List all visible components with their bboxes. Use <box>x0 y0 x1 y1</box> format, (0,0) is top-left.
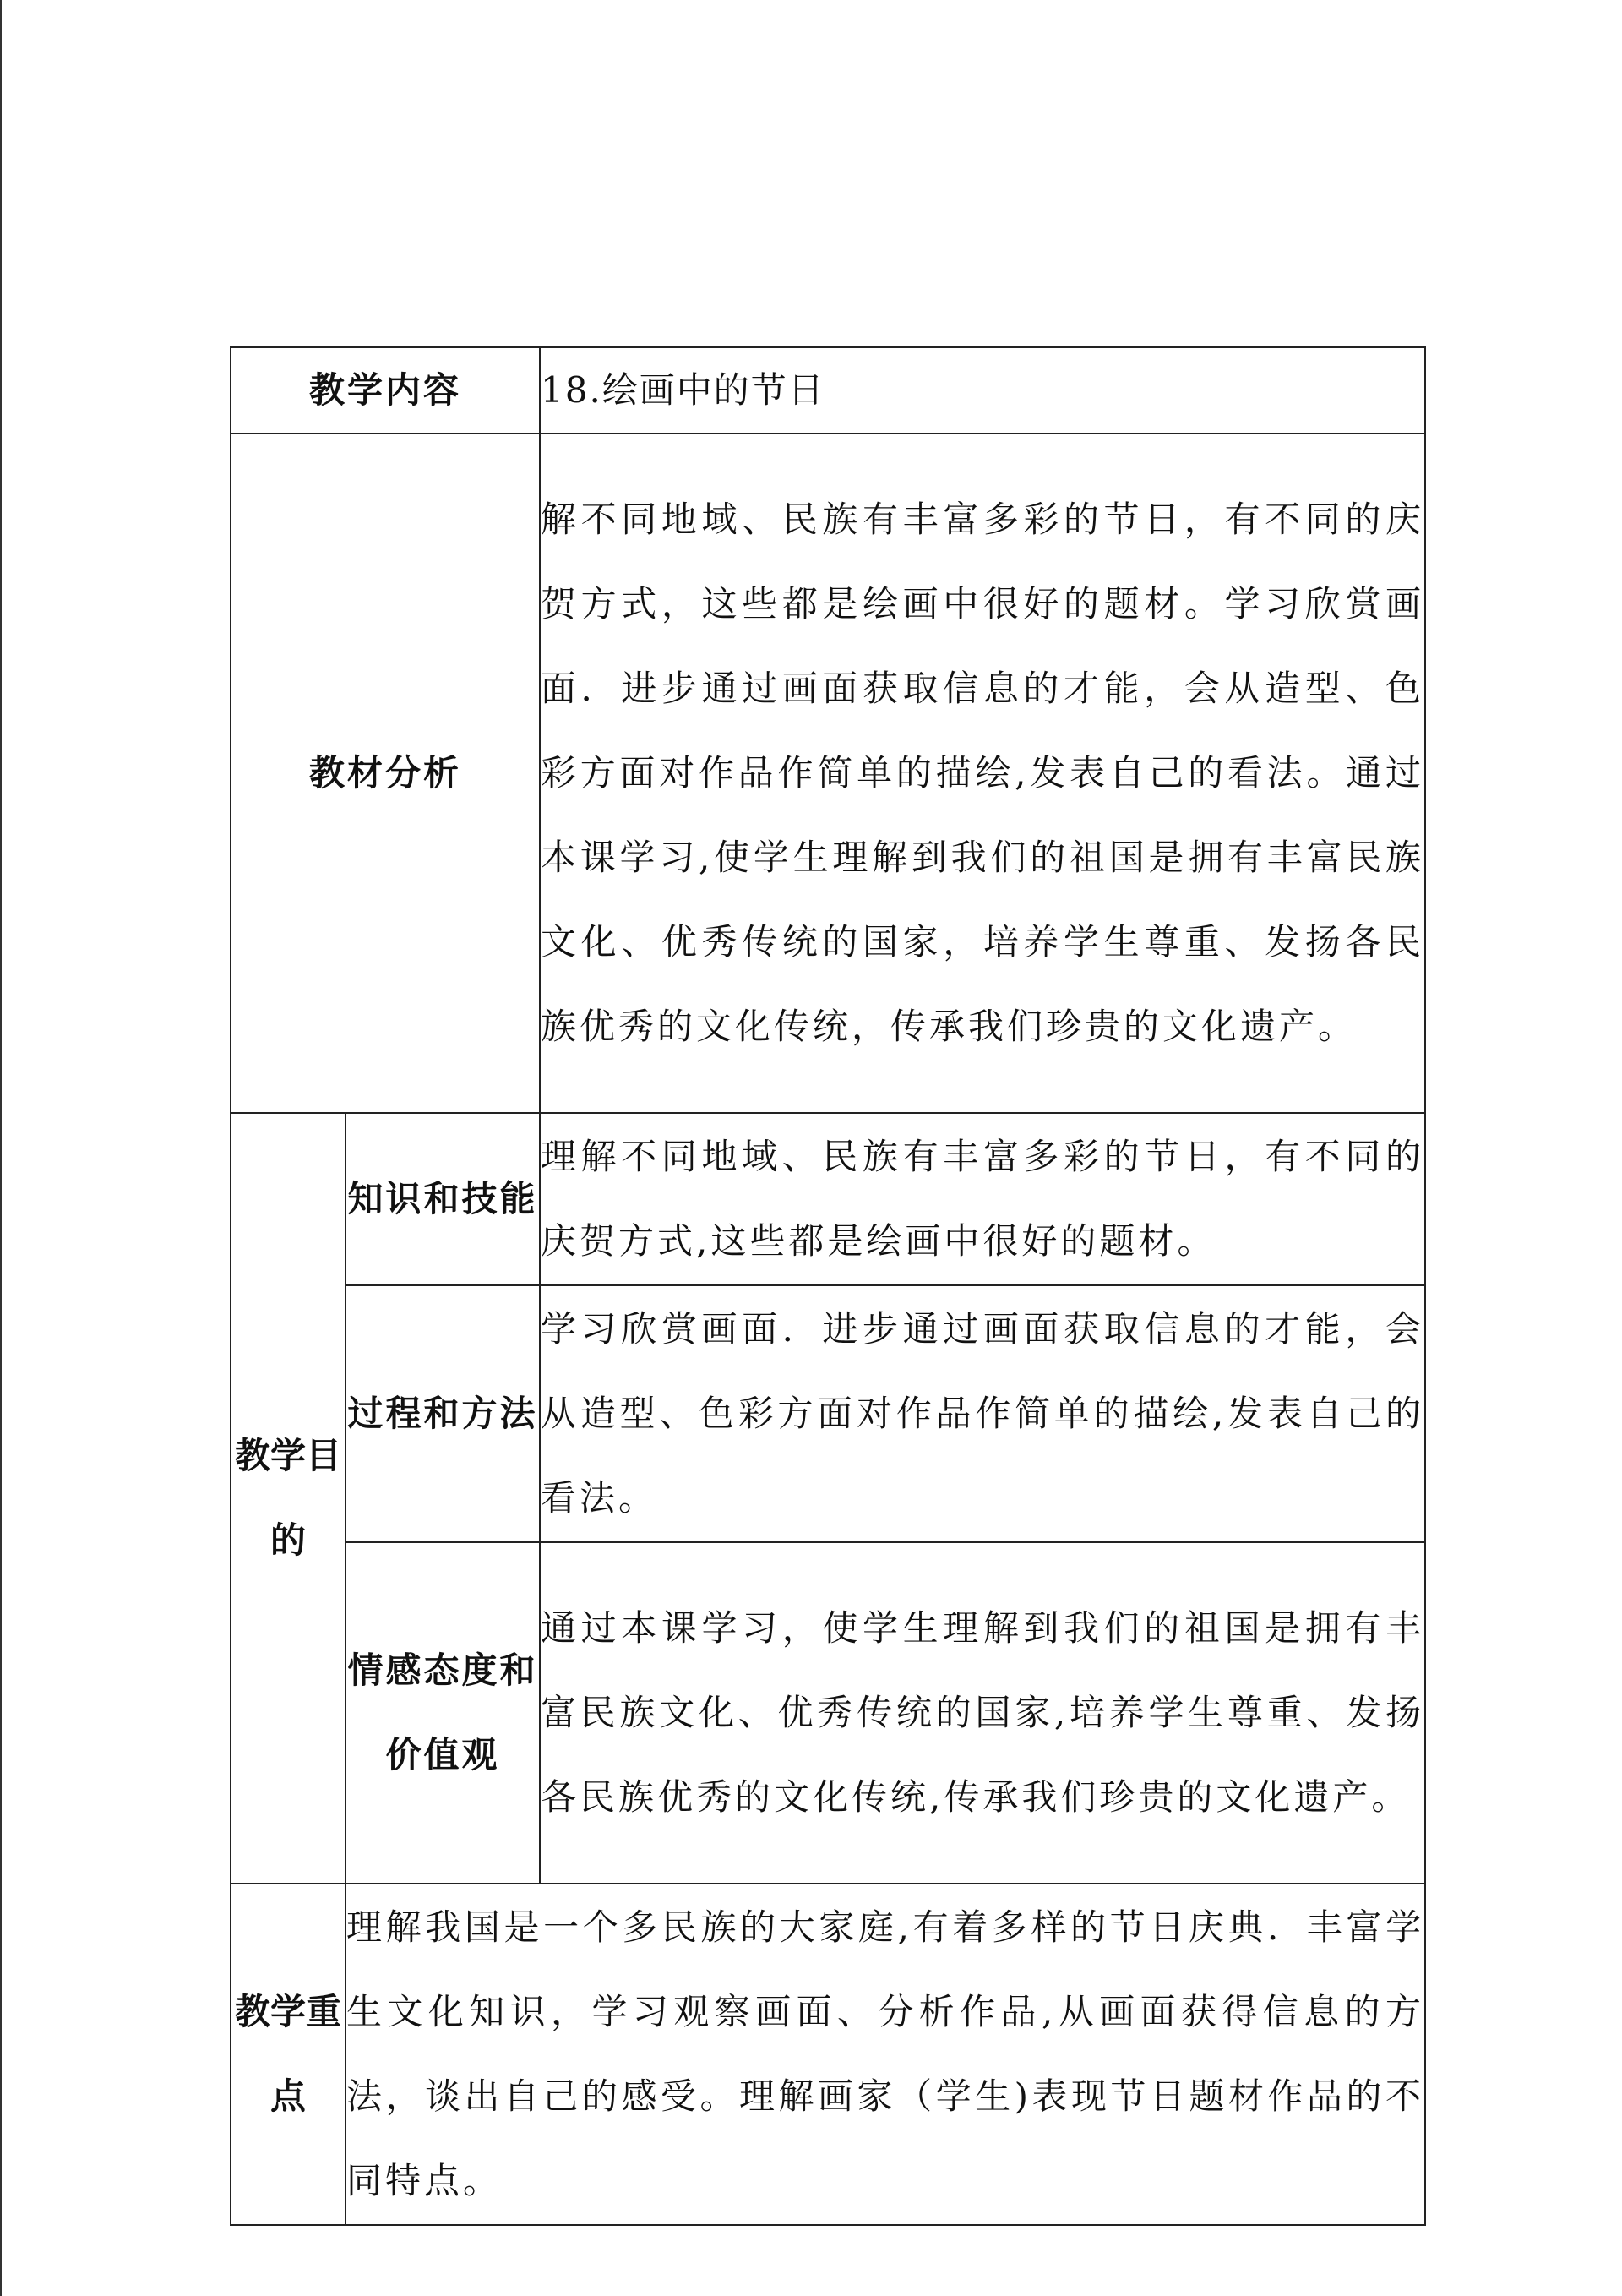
key-points-value: 理解我国是一个多民族的大家庭,有着多样的节日庆典．丰富学生文化知识，学习观察画面、分析作品,从画面获得信息的方法，谈出自己的感受。理解画家（学生)表现节日题材作品的不同特点。 <box>346 1884 1425 2225</box>
row-objective-process <box>231 1285 1425 1542</box>
material-analysis-value: 解不同地域、民族有丰富多彩的节日，有不同的庆贺方式，这些都是绘画中很好的题材。学习欣赏画面．进步通过画面获取信息的才能，会从造型、色彩方面对作品作简单的描绘,发表自己的看法。通过本课学习,使学生理解到我们的祖国是拥有丰富民族文化、优秀传统的国家，培养学生尊重、发扬各民族优秀的文化传统，传承我们珍贵的文化遗产。 <box>540 434 1425 1113</box>
knowledge-skills-label: 知识和技能 <box>346 1113 540 1285</box>
row-material-analysis <box>231 434 1425 1113</box>
teaching-objectives-label: 教学目的 <box>231 1113 346 1884</box>
process-method-value: 学习欣赏画面．进步通过画面获取信息的才能，会从造型、色彩方面对作品作简单的描绘,发表自己的看法。 <box>540 1285 1425 1542</box>
row-objective-emotion <box>231 1542 1425 1884</box>
emotion-values-value: 通过本课学习，使学生理解到我们的祖国是拥有丰富民族文化、优秀传统的国家,培养学生尊重、发扬各民族优秀的文化传统,传承我们珍贵的文化遗产。 <box>540 1542 1425 1884</box>
teaching-content-value: 18.绘画中的节日 <box>540 347 1425 434</box>
knowledge-skills-value: 理解不同地域、民族有丰富多彩的节日，有不同的庆贺方式,这些都是绘画中很好的题材。 <box>540 1113 1425 1285</box>
lesson-plan-table <box>230 346 1426 2226</box>
row-teaching-content <box>231 347 1425 434</box>
page-left-border <box>0 0 2 2296</box>
row-key-points <box>231 1884 1425 2225</box>
process-method-label: 过程和方法 <box>346 1285 540 1542</box>
emotion-values-label: 情感态度和价值观 <box>346 1542 540 1884</box>
teaching-content-label: 教学内容 <box>231 347 540 434</box>
key-points-label: 教学重点 <box>231 1884 346 2225</box>
material-analysis-label: 教材分析 <box>231 434 540 1113</box>
row-objective-knowledge <box>231 1113 1425 1285</box>
